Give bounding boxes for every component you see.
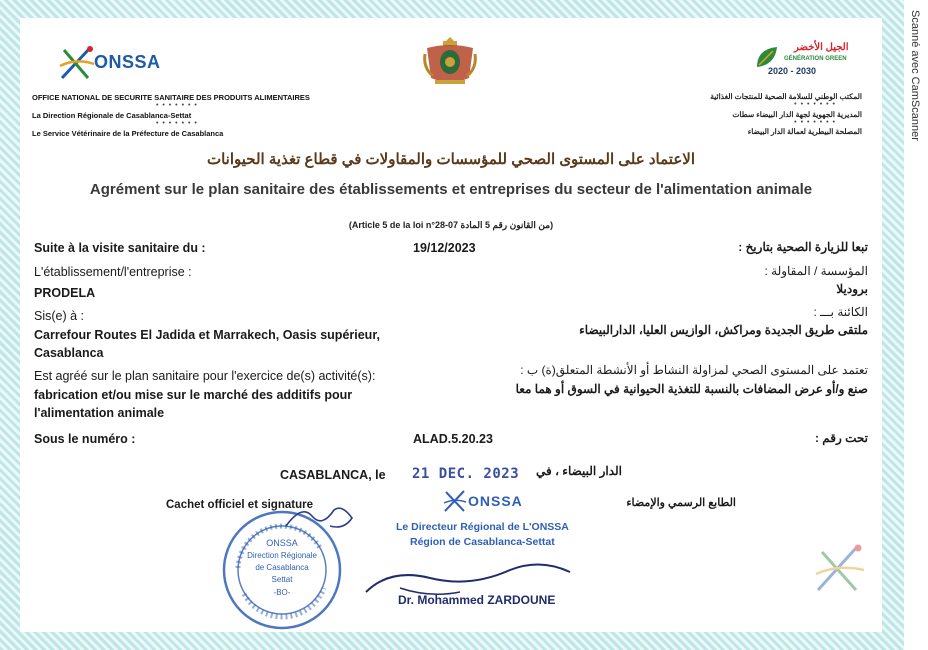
direction-ar: المديرية الجهوية لجهة الدار البيضاء سطات <box>732 110 862 119</box>
law-article: (Article 5 de la loi n°28-07 من القانون رقم 5 المادة) <box>348 220 554 230</box>
generation-green-logo <box>754 38 849 86</box>
number-label-fr: Sous le numéro : <box>34 432 136 446</box>
service-fr: Le Service Vétérinaire de la Préfecture de Casablanca <box>32 129 224 138</box>
activity-label-fr: Est agréé sur le plan sanitaire pour l'exercice de(s) activité(s): <box>34 369 376 383</box>
coat-of-arms <box>421 34 479 86</box>
scanner-watermark <box>906 10 924 210</box>
generation-green-years: 2020 - 2030 <box>768 66 817 76</box>
activity-label-ar: تعتمد على المستوى الصحي لمزاولة النشاط أو الأنشطة المتعلق(ة) ب : <box>520 363 868 377</box>
director-name: Dr. Mohammed ZARDOUNE <box>398 593 556 607</box>
number-label-ar: تحت رقم : <box>814 431 868 445</box>
cachet-label-fr: Cachet officiel et signature <box>166 499 313 511</box>
stamp-line-4: Settat <box>271 575 293 584</box>
separator-dots: • • • • • • • <box>794 119 836 126</box>
agreement-number: ALAD.5.20.23 <box>413 432 493 446</box>
stamp-line-1: ONSSA <box>266 538 298 548</box>
establishment-label-ar: المؤسسة / المقاولة : <box>764 264 868 278</box>
director-region: Région de Casablanca-Settat <box>410 536 555 548</box>
site-label-ar: الكائنة بـــ : <box>813 305 868 319</box>
service-ar: المصلحة البيطرية لعمالة الدار البيضاء <box>747 127 862 136</box>
onssa-star-icon <box>442 488 468 514</box>
activity-value-fr-line2: l'alimentation animale <box>34 406 165 420</box>
generation-green-fr: GÉNÉRATION GREEN <box>784 56 847 62</box>
site-value-fr-line2: Casablanca <box>34 346 104 360</box>
site-value-fr-line1: Carrefour Routes El Jadida et Marrakech, Oasis supérieur, <box>34 328 380 342</box>
onssa-logo <box>54 40 194 86</box>
visit-label-fr: Suite à la visite sanitaire du : <box>34 241 206 255</box>
separator-dots: • • • • • • • <box>156 102 198 109</box>
site-label-fr: Sis(e) à : <box>34 309 85 323</box>
city-fr: CASABLANCA, le <box>280 468 386 482</box>
site-value-ar: ملتقى طريق الجديدة ومراكش، الوازيس العليا، الدارالبيضاء <box>579 323 868 337</box>
certificate-document <box>20 18 882 632</box>
stamp-line-2: Direction Régionale <box>247 551 317 560</box>
generation-green-ar: الجيل الأخضر <box>794 42 849 53</box>
signature-onssa-logo <box>442 486 552 516</box>
coat-of-arms-icon <box>421 34 479 86</box>
activity-value-ar: صنع و/أو عرض المضافات بالنسبة للتغذية الحيوانية في السوق أو هما معا <box>515 382 868 396</box>
city-ar: الدار البيضاء ، في <box>536 464 622 478</box>
activity-value-fr-line1: fabrication et/ou mise sur le marché des additifs pour <box>34 388 353 402</box>
stamp-line-5: -BO- <box>273 588 291 597</box>
cachet-label-ar: الطابع الرسمي والإمضاء <box>626 497 736 509</box>
separator-dots: • • • • • • • <box>156 120 198 127</box>
scanner-note: Scanné avec CamScanner <box>909 10 921 141</box>
faded-onssa-mark <box>810 538 870 598</box>
visit-label-ar: تبعا للزيارة الصحية بتاريخ : <box>738 240 868 254</box>
onssa-logo-text: ONSSA <box>94 52 161 72</box>
title-ar: الاعتماد على المستوى الصحي للمؤسسات والمقاولات في قطاع تغذية الحيوانات <box>206 151 695 168</box>
establishment-label-fr: L'établissement/l'entreprise : <box>34 265 192 279</box>
establishment-value-fr: PRODELA <box>34 286 96 300</box>
director-title: Le Directeur Régional de L'ONSSA <box>396 521 569 533</box>
date-stamp: 21 DEC. 2023 <box>412 466 520 482</box>
office-ar: المكتب الوطني للسلامة الصحية للمنتجات الغذائية <box>710 92 862 101</box>
direction-fr: La Direction Régionale de Casablanca-Settat <box>32 111 192 120</box>
title-fr: Agrément sur le plan sanitaire des établissements et entreprises du secteur de l'alimentation animale <box>89 181 813 198</box>
handwritten-signature-small <box>282 496 362 536</box>
signature-onssa-text: ONSSA <box>468 493 523 509</box>
separator-dots: • • • • • • • <box>794 101 836 108</box>
establishment-value-ar: بروديلا <box>836 282 868 296</box>
stamp-line-3: de Casablanca <box>255 563 309 572</box>
visit-date: 19/12/2023 <box>413 241 476 255</box>
office-fr: OFFICE NATIONAL DE SECURITE SANITAIRE DES PRODUITS ALIMENTAIRES <box>32 93 310 102</box>
